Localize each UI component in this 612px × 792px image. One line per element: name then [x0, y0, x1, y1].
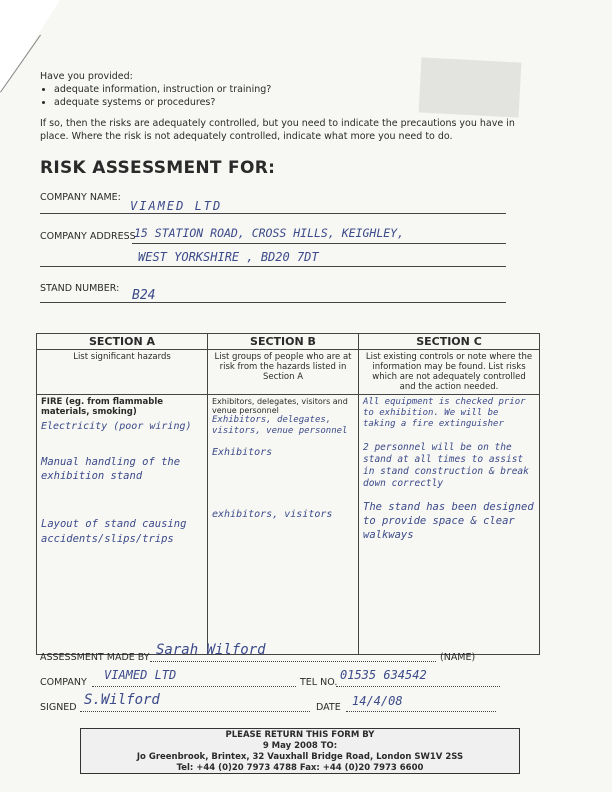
company-name-label: COMPANY NAME:	[40, 192, 121, 203]
intro-paragraph: If so, then the risks are adequately controlled, but you need to indicate the precautions you have in place. Where the risk is not adequately controlled, indicate what more you need to do.	[40, 118, 515, 142]
tel-value[interactable]: 01535 634542	[340, 668, 427, 682]
company-address-line1[interactable]: 15 STATION ROAD, CROSS HILLS, KEIGHLEY,	[134, 226, 405, 240]
company-footer-label: COMPANY	[40, 677, 87, 688]
intro-bullets	[40, 83, 540, 109]
date-value[interactable]: 14/4/08	[352, 694, 403, 708]
section-b-header: SECTION B	[208, 334, 359, 350]
signed-line	[80, 711, 310, 712]
section-a-cell[interactable]	[37, 395, 208, 655]
return-line-4: Tel: +44 (0)20 7973 4788 Fax: +44 (0)20 7973 6600	[176, 763, 424, 773]
date-label: DATE	[316, 702, 341, 713]
people-2: Exhibitors	[212, 447, 273, 458]
section-b-cell[interactable]	[208, 395, 359, 655]
signed-label: SIGNED	[40, 702, 77, 713]
section-b-subheader: List groups of people who are at risk from the hazards listed in Section A	[208, 350, 359, 395]
hazard-2: Manual handling of the exhibition stand	[41, 456, 181, 482]
section-a-subheader: List significant hazards	[37, 350, 208, 395]
control-2: 2 personnel will be on the stand at all times to assist in stand construction & break down correctly	[363, 442, 529, 489]
hazard-1: Electricity (poor wiring)	[41, 421, 192, 432]
date-line	[346, 711, 496, 712]
fire-label: FIRE (eg. from flammable materials, smoking)	[41, 397, 163, 417]
tel-line	[336, 686, 500, 687]
made-by-dotted-line	[150, 661, 436, 662]
company-name-line	[40, 213, 506, 214]
name-suffix: (NAME)	[440, 652, 476, 663]
company-address-label: COMPANY ADDRESS	[40, 231, 136, 242]
return-line-1: PLEASE RETURN THIS FORM BY	[225, 730, 375, 740]
stand-number-line	[40, 302, 506, 303]
return-line-3: Jo Greenbrook, Brintex, 32 Vauxhall Bridge Road, London SW1V 2SS	[136, 752, 464, 762]
stand-number-value[interactable]: B24	[132, 288, 156, 303]
company-address-line2[interactable]: WEST YORKSHIRE , BD20 7DT	[138, 250, 319, 264]
section-a-header: SECTION A	[37, 334, 208, 350]
people-1: Exhibitors, delegates, visitors, venue personnel	[212, 415, 348, 436]
company-footer-line	[92, 686, 296, 687]
section-c-cell[interactable]	[359, 395, 540, 655]
return-line-2: 9 May 2008 TO:	[262, 741, 338, 751]
people-3: exhibitors, visitors	[212, 509, 333, 520]
tel-label: TEL NO.	[300, 677, 338, 688]
intro-block	[40, 70, 540, 143]
section-c-header: SECTION C	[359, 334, 540, 350]
assessment-made-by-label: ASSESSMENT MADE BY	[40, 652, 150, 663]
hazard-3: Layout of stand causing accidents/slips/trips	[41, 518, 187, 545]
control-1: All equipment is checked prior to exhibition. We will be taking a fire extinguisher	[363, 397, 526, 429]
company-footer-value[interactable]: VIAMED LTD	[104, 668, 177, 682]
return-instructions-box	[80, 728, 520, 774]
stand-number-label: STAND NUMBER:	[40, 283, 120, 294]
assessment-made-by-value[interactable]: Sarah Wilford	[156, 642, 266, 658]
signature[interactable]: S.Wilford	[84, 692, 160, 708]
risk-table	[36, 333, 540, 655]
section-b-printed: Exhibitors, delegates, visitors and venue personnel	[212, 397, 348, 415]
form-title: RISK ASSESSMENT FOR:	[40, 158, 276, 178]
intro-question: Have you provided:	[40, 71, 133, 82]
company-name-value[interactable]: VIAMED LTD	[130, 199, 223, 213]
section-c-subheader: List existing controls or note where the information may be found. List risks which are not adequately controlled and the action needed.	[359, 350, 540, 395]
intro-bullet: • adequate information, instruction or training?	[54, 83, 540, 96]
control-3: The stand has been designed to provide space & clear walkways	[363, 501, 534, 541]
intro-bullet: • adequate systems or procedures?	[54, 96, 540, 109]
company-address-line2-rule	[40, 266, 506, 267]
company-address-line1-rule	[132, 243, 506, 244]
